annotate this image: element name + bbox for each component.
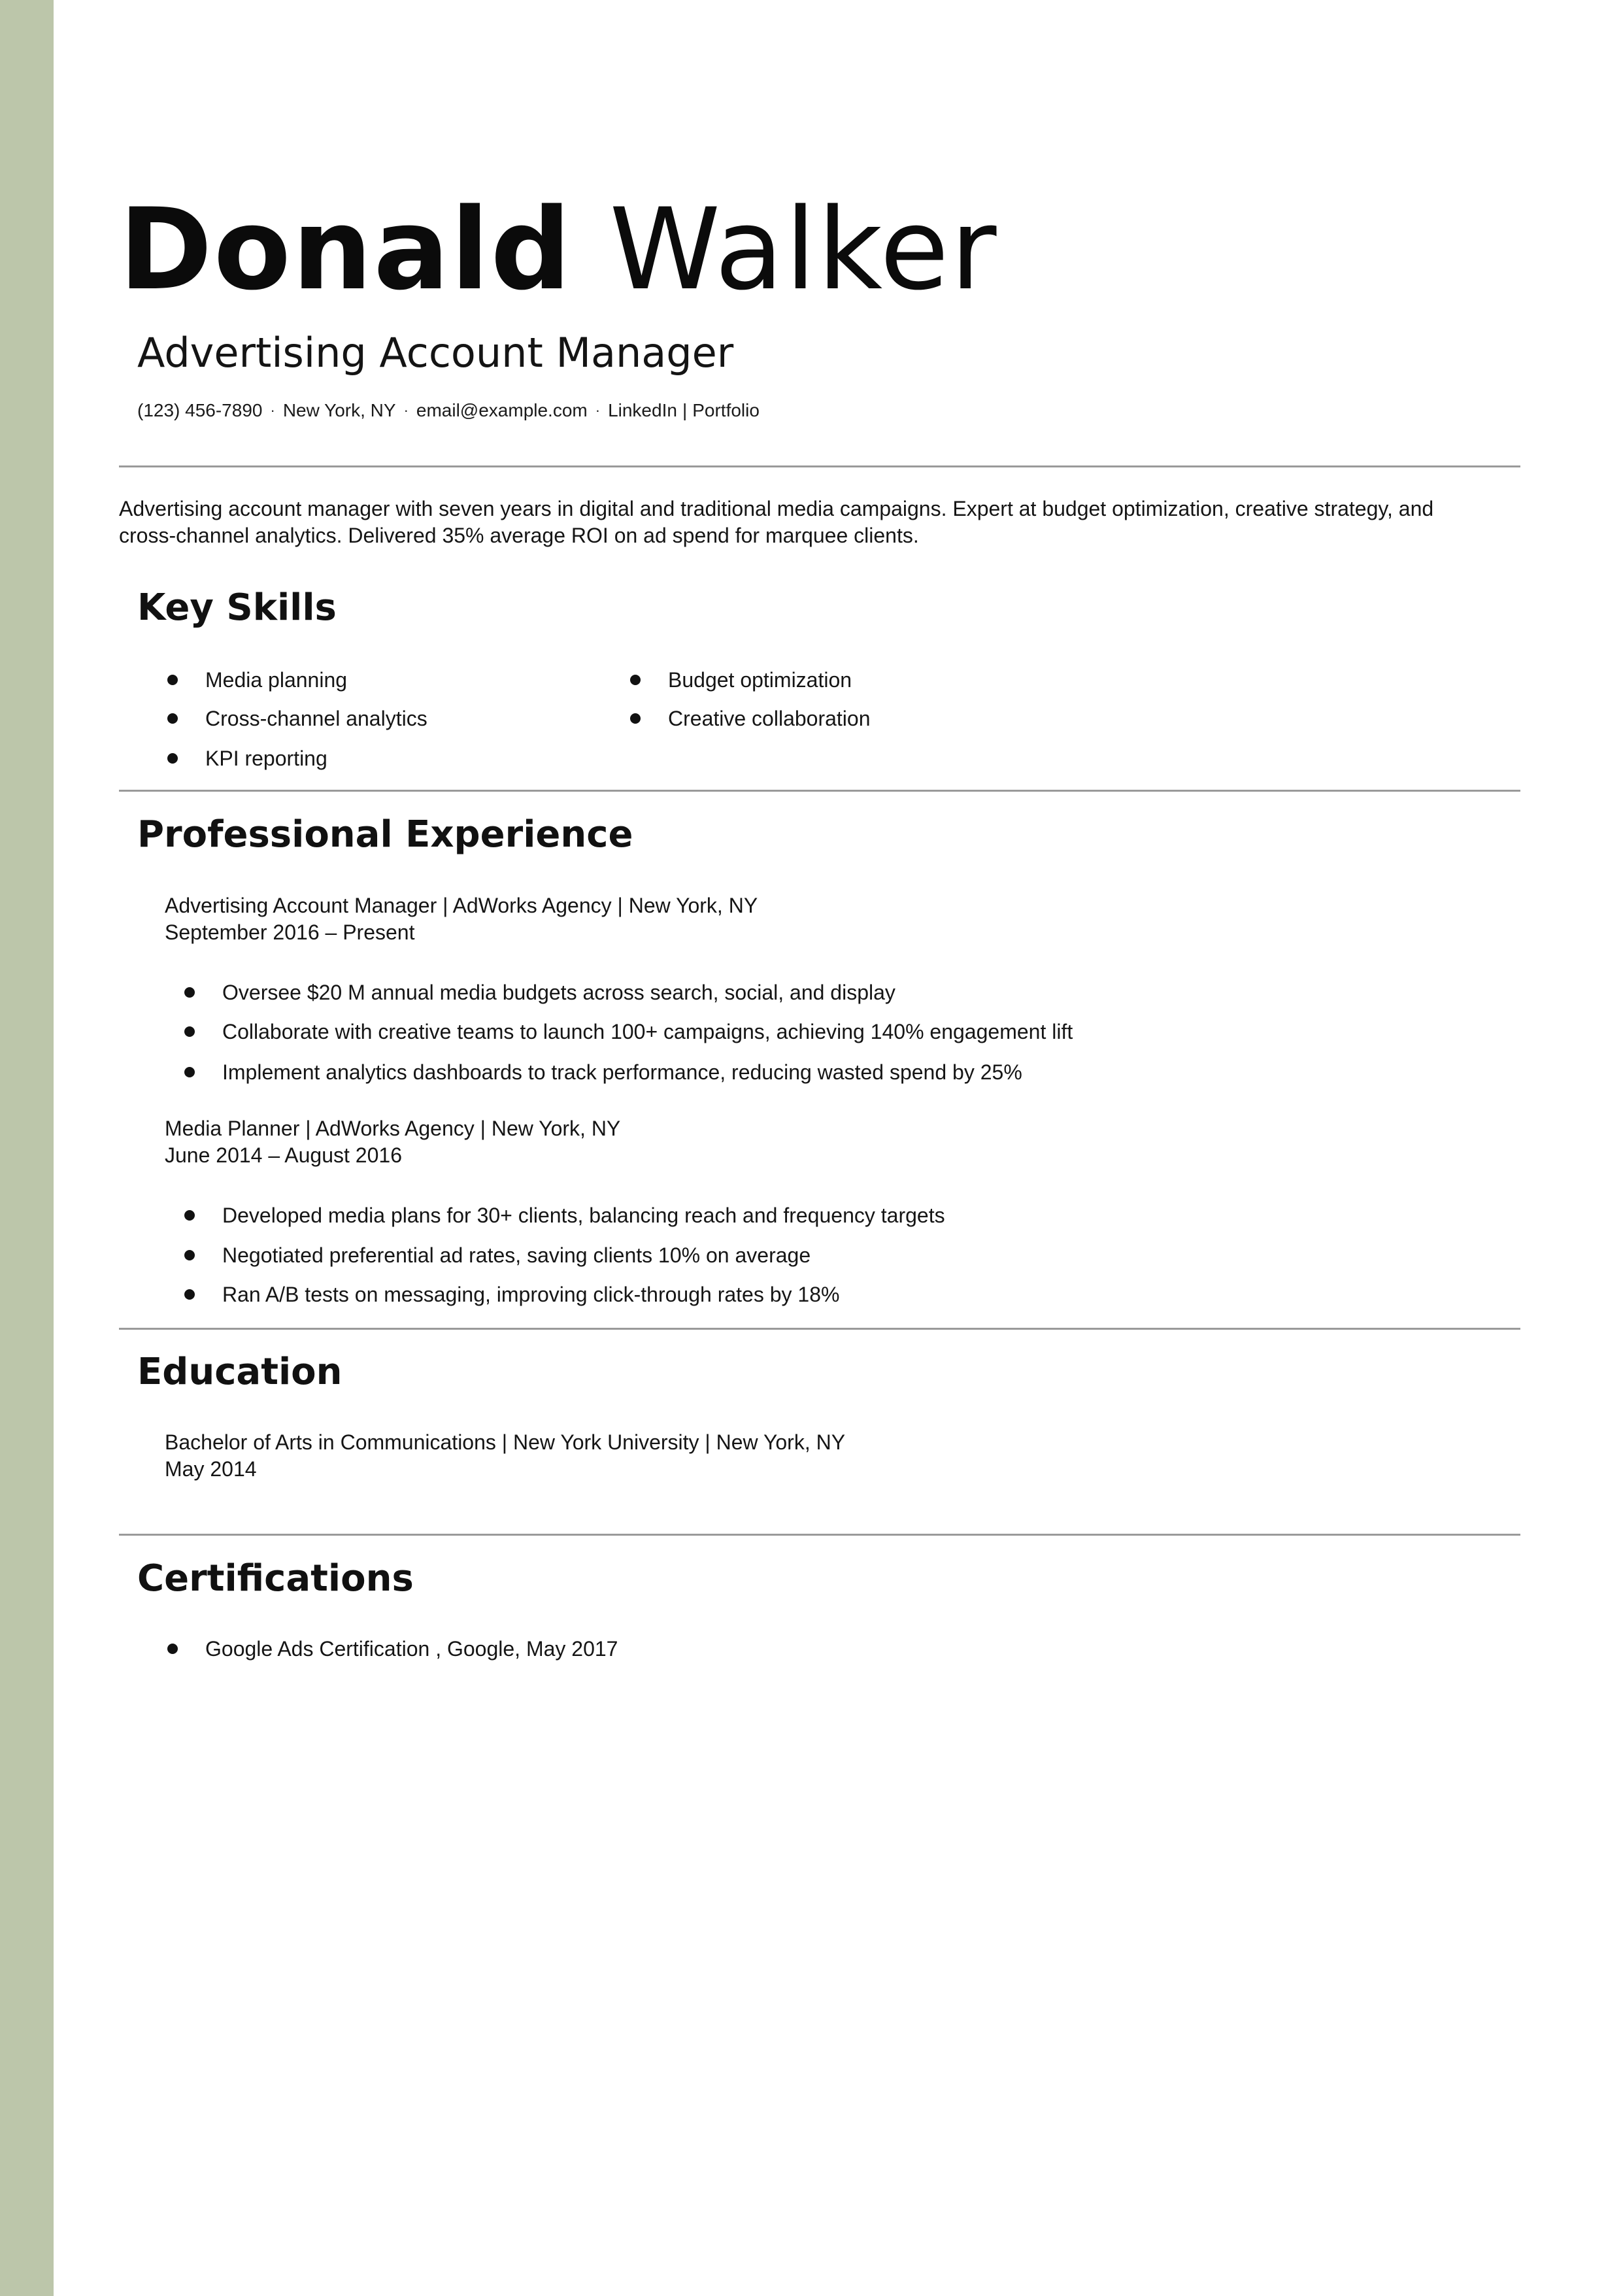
job-title-line: Media Planner | AdWorks Agency | New York, NY <box>165 1117 621 1140</box>
bullet-icon <box>167 713 178 724</box>
contact-linkedin[interactable]: LinkedIn <box>608 400 677 420</box>
bullet-icon <box>184 1210 195 1221</box>
section-heading-skills: Key Skills <box>137 586 337 629</box>
summary-line: Advertising account manager with seven years in digital and traditional media campaigns. Expert at budget optimization, creative strategy, and <box>119 497 1434 520</box>
divider <box>119 1534 1520 1536</box>
separator-dot: · <box>595 402 601 418</box>
separator-dot: · <box>403 402 409 418</box>
job-bullet: Ran A/B tests on messaging, improving click-through rates by 18% <box>222 1283 840 1306</box>
contact-email[interactable]: email@example.com <box>416 400 588 420</box>
job-bullet: Negotiated preferential ad rates, saving clients 10% on average <box>222 1243 811 1267</box>
job-bullet: Collaborate with creative teams to launch 100+ campaigns, achieving 140% engagement lift <box>222 1020 1073 1043</box>
contact-line <box>137 397 760 425</box>
bullet-icon <box>630 675 641 685</box>
bullet-icon <box>167 753 178 764</box>
summary-line: cross-channel analytics. Delivered 35% average ROI on ad spend for marquee clients. <box>119 524 919 547</box>
skill-item: Creative collaboration <box>668 707 871 730</box>
bullet-icon <box>184 1026 195 1037</box>
job-title: Advertising Account Manager <box>137 329 734 377</box>
job-title-line: Advertising Account Manager | AdWorks Agency | New York, NY <box>165 894 758 917</box>
contact-phone: (123) 456-7890 <box>137 400 263 420</box>
bullet-icon <box>184 1250 195 1260</box>
bullet-icon <box>167 1644 178 1654</box>
section-heading-experience: Professional Experience <box>137 813 633 856</box>
contact-location: New York, NY <box>282 400 396 420</box>
skill-item: Media planning <box>205 668 348 692</box>
separator-dot: · <box>270 402 275 418</box>
job-dates: June 2014 – August 2016 <box>165 1143 402 1167</box>
job-bullet: Developed media plans for 30+ clients, balancing reach and frequency targets <box>222 1204 945 1227</box>
bullet-icon <box>630 713 641 724</box>
skill-item: KPI reporting <box>205 747 327 770</box>
education-degree-line: Bachelor of Arts in Communications | New York University | New York, NY <box>165 1430 846 1454</box>
contact-portfolio[interactable]: Portfolio <box>692 400 760 420</box>
bullet-icon <box>184 1289 195 1300</box>
divider <box>119 465 1520 467</box>
divider <box>119 1328 1520 1330</box>
bullet-icon <box>184 987 195 998</box>
job-dates: September 2016 – Present <box>165 920 415 944</box>
skill-item: Cross-channel analytics <box>205 707 427 730</box>
job-bullet: Implement analytics dashboards to track performance, reducing wasted spend by 25% <box>222 1060 1022 1084</box>
last-name: Walker <box>609 184 998 315</box>
separator-pipe: | <box>682 400 688 420</box>
bullet-icon <box>184 1067 195 1077</box>
section-heading-certifications: Certifications <box>137 1557 414 1600</box>
education-date: May 2014 <box>165 1457 257 1481</box>
job-bullet: Oversee $20 M annual media budgets across search, social, and display <box>222 981 895 1004</box>
section-heading-education: Education <box>137 1351 343 1393</box>
first-name: Donald <box>119 184 573 315</box>
skill-item: Budget optimization <box>668 668 852 692</box>
bullet-icon <box>167 675 178 685</box>
certification-item: Google Ads Certification , Google, May 2017 <box>205 1637 618 1661</box>
candidate-name <box>119 184 998 315</box>
summary <box>119 496 1518 549</box>
divider <box>119 790 1520 792</box>
